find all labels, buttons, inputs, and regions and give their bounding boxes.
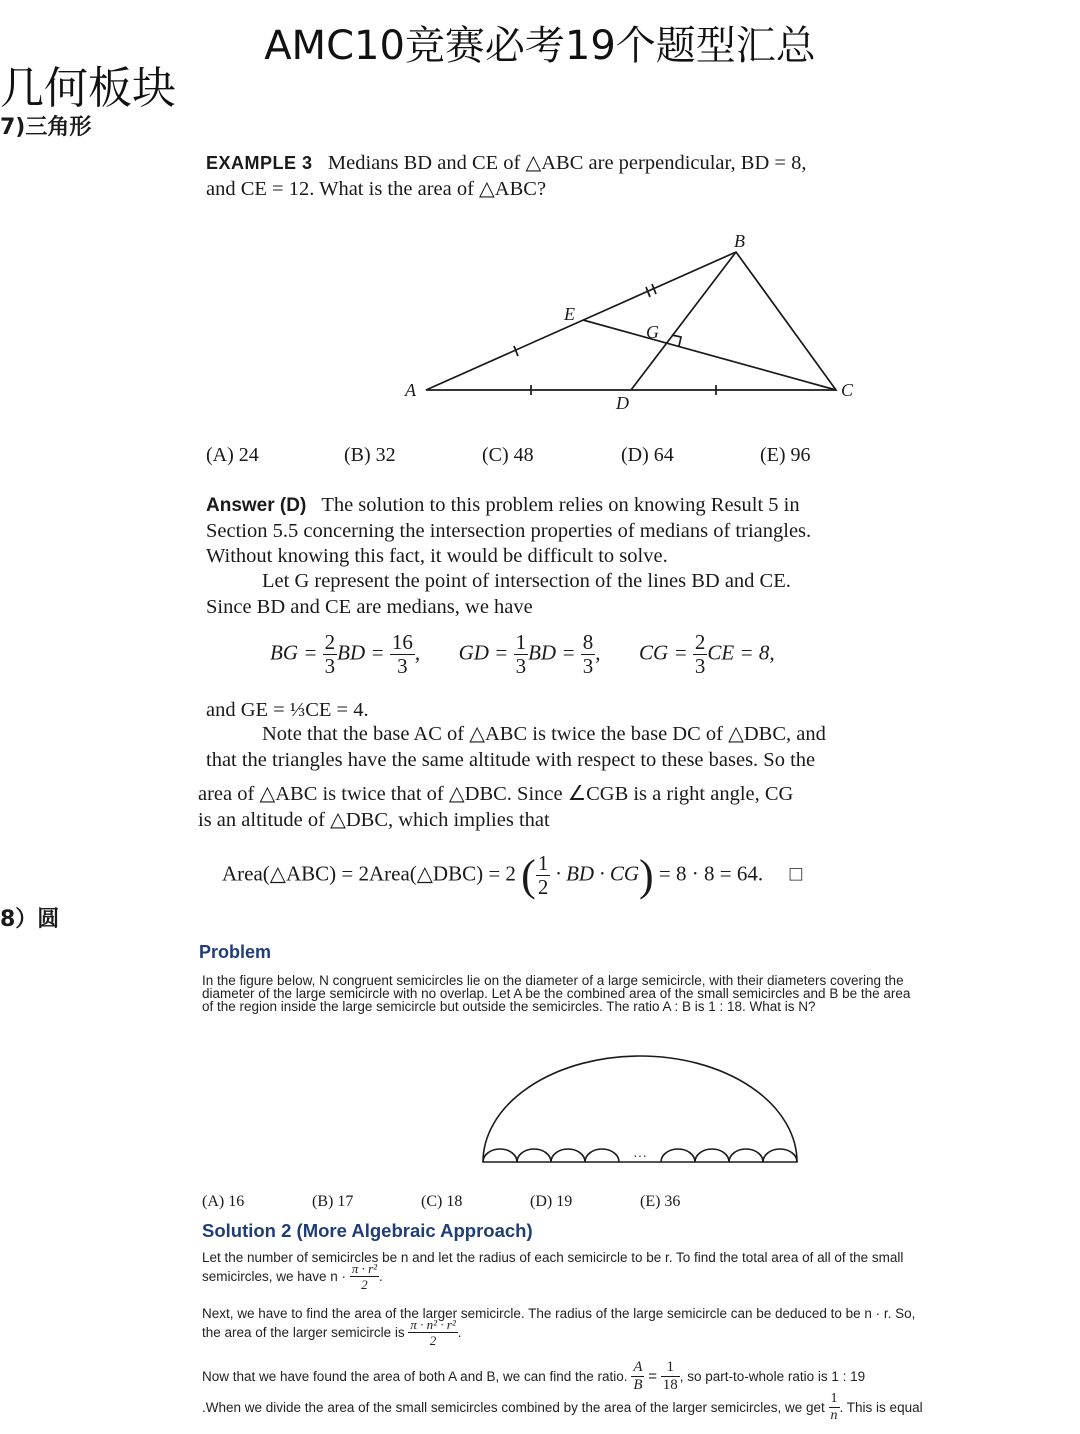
problem-line-3: of the region inside the large semicircle but outside the semicircles. The ratio A : B is 1 : 18. What is N? — [202, 999, 816, 1014]
choice-b: (B) 17 — [312, 1193, 354, 1210]
fraction: $\frac{8}{3}$ — [582, 630, 594, 678]
choice-c: (C) 48 — [482, 444, 534, 466]
small-semicircle — [695, 1149, 729, 1162]
fraction: $\frac{\text{π · n² · r²}}{2}$ — [410, 1317, 456, 1348]
fraction: $\frac{\text{π · r²}}{2}$ — [351, 1261, 378, 1292]
solution-line-1: Let the number of semicircles be n and let the radius of each semicircle to be r. To find the total area of all of the small — [202, 1250, 904, 1265]
problem-heading: Problem — [199, 942, 272, 962]
choice-b: (B) 32 — [344, 444, 396, 466]
fraction: $\frac{1}{n}$ — [830, 1391, 838, 1423]
solution-line-5: Now that we have found the area of both A and B, we can find the ratio. $\frac{A}{B}$ = $\frac{1}{18}$ , so part-to-whole ratio is 1 : 19 — [202, 1359, 866, 1393]
answer-line-2: Section 5.5 concerning the intersection properties of medians of triangles. — [206, 520, 812, 542]
ellipsis-dots: ··· — [633, 1147, 647, 1163]
choice-d: (D) 19 — [530, 1193, 573, 1210]
fraction: $\frac{1}{3}$ — [515, 630, 527, 678]
right-angle-marker — [672, 335, 681, 346]
vertex-label-a: A — [405, 380, 416, 400]
fraction: $\frac{2}{3}$ — [694, 630, 706, 678]
answer-line-3: Without knowing this fact, it would be difficult to solve. — [206, 545, 668, 567]
area-equation: Area(△ABC) = 2Area(△DBC) = 2 ( $\frac{1}{2}$ · BD · CG) = 8 · 8 = 64. □ — [222, 851, 803, 900]
example-label: EXAMPLE 3 — [206, 153, 313, 173]
triangle-abc — [426, 252, 836, 390]
qed-symbol: □ — [789, 861, 803, 886]
fraction: $\frac{1}{2}$ — [537, 851, 549, 899]
answer-line-4: Let G represent the point of intersection of the lines BD and CE. — [262, 570, 791, 592]
section-heading-circle: 8）圆 — [0, 907, 60, 932]
document-title: AMC10竞赛必考19个题型汇总 — [264, 23, 816, 69]
fraction: $\frac{2}{3}$ — [324, 630, 336, 678]
problem-line-1: In the figure below, N congruent semicircles lie on the diameter of a large semicircle, with their diameters covering the — [202, 973, 904, 988]
vertex-label-b: B — [734, 231, 745, 251]
median-ce — [583, 320, 836, 390]
small-semicircle — [763, 1149, 797, 1162]
choice-d: (D) 64 — [621, 444, 674, 466]
point-label-d: D — [616, 393, 629, 413]
answer-line-9: is an altitude of △DBC, which implies that — [198, 809, 550, 831]
answer-label: Answer (D) — [206, 495, 307, 516]
point-label-g: G — [646, 322, 659, 342]
small-semicircle — [729, 1149, 763, 1162]
answer-line-7: that the triangles have the same altitude with respect to these bases. So the — [206, 749, 816, 771]
question-line-1: Medians BD and CE of △ABC are perpendicular, BD = 8, — [327, 152, 807, 174]
choice-c: (C) 18 — [421, 1193, 463, 1210]
fraction: $\frac{16}{3}$ — [391, 630, 413, 678]
answer-line-6: Note that the base AC of △ABC is twice the base DC of △DBC, and — [262, 723, 826, 745]
section-heading-triangle: 7)三角形 — [0, 115, 92, 140]
solution-line-2: semicircles, we have n · $\frac{\text{π · r²}}{2}$ . — [202, 1261, 383, 1292]
small-semicircle — [585, 1149, 619, 1162]
median-equations: BG = $\frac{2}{3}$ BD = $\frac{16}{3}$ , GD = $\frac{1}{3}$ BD = $\frac{8}{3}$ , CG = $\frac{2}{3}$ CE = 8, — [270, 630, 775, 678]
vertex-label-e: E — [564, 304, 575, 324]
answer-line-8: area of △ABC is twice that of △DBC. Since ∠CGB is a right angle, CG — [198, 783, 794, 805]
choice-e: (E) 36 — [640, 1193, 681, 1210]
fraction: $\frac{A}{B}$ — [633, 1359, 643, 1393]
small-semicircle — [661, 1149, 695, 1162]
fraction: $\frac{1}{18}$ — [662, 1359, 678, 1393]
example-question — [206, 151, 806, 177]
question-line-2: and CE = 12. What is the area of △ABC? — [206, 178, 547, 200]
problem-choices — [202, 1193, 680, 1211]
vertex-label-c: C — [841, 380, 854, 400]
solution-line-4: the area of the larger semicircle is $\frac{\text{π · n² · r²}}{2}$ . — [202, 1317, 462, 1348]
solution-heading: Solution 2 (More Algebraic Approach) — [202, 1220, 533, 1241]
solution-line-3: Next, we have to find the area of the larger semicircle. The radius of the large semicircle can be deduced to be n · r. So, — [202, 1306, 916, 1321]
large-semicircle — [483, 1056, 797, 1162]
choice-e: (E) 96 — [760, 444, 811, 466]
solution-line-6: .When we divide the area of the small semicircles combined by the area of the larger semicircles, we get $\frac{1}{n}$ . This is equal — [202, 1391, 923, 1423]
answer-line-1: Answer (D) The solution to this problem relies on knowing Result 5 in — [206, 494, 800, 516]
small-semicircle — [517, 1149, 551, 1162]
problem-line-2: diameter of the large semicircle with no overlap. Let A be the combined area of the small semicircles and B be the area — [202, 986, 911, 1001]
small-semicircle — [483, 1149, 517, 1162]
choice-a: (A) 24 — [206, 444, 259, 466]
example-choices — [206, 444, 811, 467]
section-heading-geometry: 几何板块 — [0, 63, 176, 114]
answer-line-5: Since BD and CE are medians, we have — [206, 596, 533, 618]
small-semicircle — [551, 1149, 585, 1162]
choice-a: (A) 16 — [202, 1193, 245, 1210]
median-bd — [631, 252, 736, 390]
ge-line: and GE = ⅓CE = 4. — [206, 699, 369, 721]
